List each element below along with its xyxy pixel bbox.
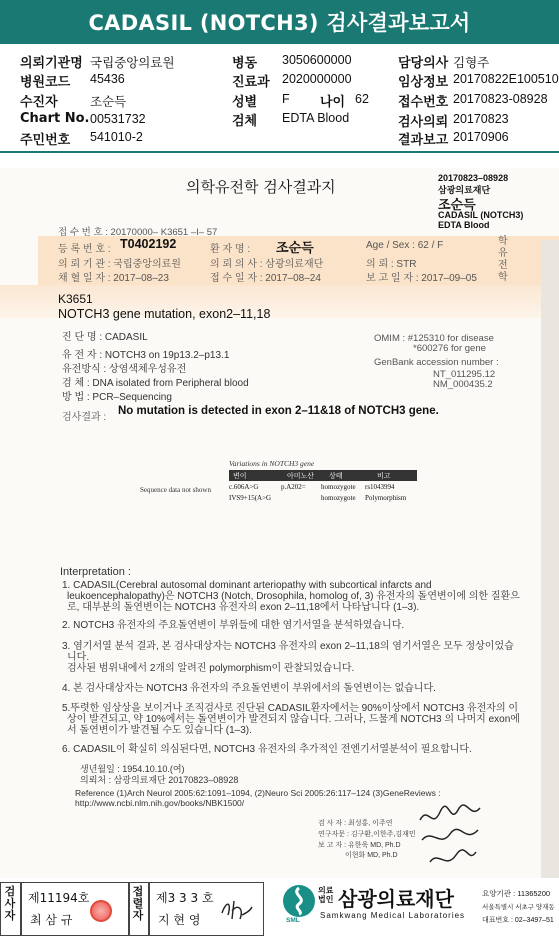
genbank-line: GenBank accession number : xyxy=(374,357,499,368)
var-cell: homozygote xyxy=(321,483,356,491)
tester-seal-icon xyxy=(90,900,112,922)
address-line: 서울특별시 서초구 양재동 xyxy=(482,904,555,911)
scan-title: 의학유전학 검사결과지 xyxy=(186,178,336,196)
patient-value: 조순득 xyxy=(90,95,127,109)
interp-item: 4. 본 검사대상자는 NOTCH3 유전자의 주요돌연변이 부위에서의 돌연변이는 없습니다. xyxy=(62,683,436,694)
report-title: CADASIL (NOTCH3) 검사결과보고서 xyxy=(88,11,471,35)
birth-line: 생년월일 : 1954.10.10.(여) xyxy=(80,764,185,774)
signer-line: 보 고 자 : 유한욱 MD, Ph.D xyxy=(318,842,401,849)
tag-name: 조순득 xyxy=(438,198,476,213)
tag-id: 20170823–08928 xyxy=(438,173,509,183)
divider xyxy=(128,882,130,936)
org-english: Samkwang Medical Laboratories xyxy=(320,911,466,920)
tag-org: 삼광의료재단 xyxy=(438,186,491,196)
interp-item: 2. NOTCH3 유전자의 주요돌연변이 부위들에 대한 염기서열을 분석하였습니다. xyxy=(62,620,405,631)
receipt-value: 20170823-08928 xyxy=(453,92,548,106)
doctor-line: 의 뢰 의 사 : 삼광의료재단 xyxy=(210,259,324,270)
report-title-banner xyxy=(0,0,559,44)
var-cell: homozygote xyxy=(321,494,356,502)
variations-title: Variations in NOTCH3 gene xyxy=(229,459,315,468)
tester-label: 검사자 xyxy=(4,885,16,922)
gene-line: 유 전 자 : NOTCH3 on 19p13.2–p13.1 xyxy=(62,350,230,361)
approver-label: 접렬자 xyxy=(132,885,144,922)
interpretation-title: Interpretation : xyxy=(60,566,131,578)
tag-specimen: EDTA Blood xyxy=(438,220,490,230)
test-name: NOTCH3 gene mutation, exon2–11,18 xyxy=(58,307,271,321)
dept-label: 진료과 xyxy=(232,75,270,90)
signer-line: 연구자문 : 김구환,이한주,김재민 xyxy=(318,831,416,838)
hospital-code-label: 병원코드 xyxy=(20,75,71,90)
header-divider xyxy=(0,151,559,153)
draw-line: 채 혈 일 자 : 2017–08–23 xyxy=(58,273,169,284)
org-name: 삼광의료재단 xyxy=(338,887,454,911)
receipt-line: 접 수 번 호 : 20170000– K3651 –I– 57 xyxy=(58,227,218,238)
sex-label: 성별 xyxy=(232,95,258,110)
tag-test: CADASIL (NOTCH3) xyxy=(438,210,524,220)
seq-note: Sequence data not shown xyxy=(140,486,211,494)
interp-item: 서 돌연변이가 발견될 수도 있습니다 (1–3). xyxy=(67,725,252,736)
handwritten-signature-icon xyxy=(410,800,490,875)
org-prefix: 의료 법인 xyxy=(318,886,334,904)
receipt-label: 접수번호 xyxy=(398,95,449,110)
interp-item: 상이 발견되고, 약 10%에서는 돌연변이가 발견되지 않습니다. 그러나, 드물게 NOTCH3 의 나머지 exon에 xyxy=(67,714,520,725)
specimen-value: EDTA Blood xyxy=(282,111,350,125)
var-cell: c.606A>G xyxy=(229,483,259,491)
signer-line: 이현화 MD, Ph.D xyxy=(345,852,398,859)
tester-no: 제11194호 xyxy=(28,891,90,905)
test-code: K3651 xyxy=(58,292,93,306)
var-cell: IVS9+15(A>G xyxy=(229,494,272,502)
requester-line: 의뢰처 : 삼광의료재단 20170823–08928 xyxy=(80,775,239,785)
phone-line: 대표번호 : 02–3497–51 xyxy=(482,917,554,924)
interp-item: 6. CADASIL이 확실히 의심된다면, NOTCH3 유전자의 추가적인 전엔기서열분석이 필요합니다. xyxy=(62,744,472,755)
dept-value: 2020000000 xyxy=(282,72,352,86)
side-label: 학 유 전 학 xyxy=(498,236,508,283)
patient-name: 조순득 xyxy=(276,241,314,256)
report-date-value: 20170906 xyxy=(453,130,509,144)
ward-label: 병동 xyxy=(232,56,258,71)
institution-label: 의뢰기관명 xyxy=(20,56,83,71)
clinical-label: 임상정보 xyxy=(398,75,449,90)
chart-value: 00531732 xyxy=(90,112,146,126)
request-label: 검사의뢰 xyxy=(398,115,449,130)
doctor-label: 담당의사 xyxy=(398,56,449,71)
tester-name: 최 삼 규 xyxy=(30,913,73,927)
id-value: 541010-2 xyxy=(90,130,143,144)
side-strip xyxy=(541,240,559,880)
interp-item: 검사된 범위내에서 2개의 알려진 polymorphism이 관찰되었습니다. xyxy=(67,663,355,674)
specimen-label: 검체 xyxy=(232,114,258,129)
inheritance-line: 유전방식 : 상염색체우성유전 xyxy=(62,364,187,375)
var-cell: rs1043994 xyxy=(365,483,395,491)
interp-item: 3. 염기서열 분석 결과, 본 검사대상자는 NOTCH3 유전자의 exon 2–11,18의 염기서열은 모두 정상이었습 xyxy=(62,641,514,652)
patient-name-label: 환 자 명 : xyxy=(210,244,251,255)
chart-label: Chart No. xyxy=(20,111,90,126)
reference-line: Reference (1)Arch Neurol 2005:62:1091–1094, (2)Neuro Sci 2005:26:117–124 (3)GeneReviews : xyxy=(75,788,441,798)
interp-item: 로, 대부분의 돌연변이는 NOTCH3 유전자의 exon 2–11,18에서 나타납니다 (1–3). xyxy=(67,602,420,613)
interp-item: 니다. xyxy=(67,652,90,663)
var-cell: Polymorphism xyxy=(365,494,407,502)
approver-no: 제3 3 3 호 xyxy=(156,891,214,905)
age-value: 62 xyxy=(355,92,369,106)
sml-logo-icon xyxy=(282,884,316,918)
reg-label: 등 록 번 호 : xyxy=(58,244,111,255)
receipt-date-line: 접 수 일 자 : 2017–08–24 xyxy=(210,273,321,284)
divider xyxy=(148,882,150,936)
reference-url: http://www.ncbi.nlm.nih.gov/books/NBK1500/ xyxy=(75,798,245,808)
hospital-code-value: 45436 xyxy=(90,72,125,86)
logo-text: SML xyxy=(286,917,300,924)
ward-line: 의 뢰 : STR xyxy=(366,259,417,270)
result-text: No mutation is detected in exon 2–11&18 of NOTCH3 gene. xyxy=(118,405,439,417)
interp-item: 1. CADASIL(Cerebral autosomal dominant arteriopathy with subcortical infarcts and xyxy=(62,580,432,591)
var-cell: p.A202= xyxy=(281,483,306,491)
approver-signature-icon xyxy=(218,895,254,925)
patient-label: 수진자 xyxy=(20,95,58,110)
nm-line: NM_000435.2 xyxy=(433,379,493,390)
report-date-line: 보 고 일 자 : 2017–09–05 xyxy=(366,273,477,284)
method-line: 방 법 : PCR–Sequencing xyxy=(62,392,172,403)
inst-line: 의 뢰 기 관 : 국립중앙의료원 xyxy=(58,259,181,270)
interp-item: 5.뚜렷한 임상상을 보이거나 조직검사로 진단된 CADASIL환자에서는 90%이상에서 NOTCH3 유전자의 이 xyxy=(62,703,519,714)
sex-value: F xyxy=(282,92,290,106)
request-value: 20170823 xyxy=(453,112,509,126)
var-header: 상태 xyxy=(329,472,343,480)
divider xyxy=(20,882,22,936)
institution-value: 국립중앙의료원 xyxy=(90,56,175,70)
age-label: 나이 xyxy=(320,95,346,110)
nt-line: NT_011295.12 xyxy=(433,369,496,380)
var-header: 변이 xyxy=(233,472,247,480)
approver-name: 지 현 영 xyxy=(158,913,201,927)
result-label: 검사결과 : xyxy=(62,412,107,423)
id-label: 주민번호 xyxy=(20,133,71,148)
doctor-value: 김형주 xyxy=(453,56,490,70)
report-date-label: 결과보고 xyxy=(398,133,449,148)
age-sex: Age / Sex : 62 / F xyxy=(366,240,444,251)
omim-line2: *600276 for gene xyxy=(413,343,486,354)
omim-line1: OMIM : #125310 for disease xyxy=(374,333,494,344)
specimen-line: 검 체 : DNA isolated from Peripheral blood xyxy=(62,378,249,389)
var-header: 아미노산 xyxy=(287,472,315,480)
var-header: 비고 xyxy=(377,472,391,480)
ward-value: 3050600000 xyxy=(282,53,352,67)
cert-line: 요양기관 : 11365200 xyxy=(482,889,551,898)
dx-line: 진 단 명 : CADASIL xyxy=(62,332,148,343)
interp-item: leukoencephalopathy)은 NOTCH3 (Notch, Drosophila, homolog of, 3) 유전자의 돌연변이에 의한 질환으 xyxy=(67,591,520,602)
reg-value: T0402192 xyxy=(120,237,177,251)
signer-line: 검 사 자 : 최성홍, 이주연 xyxy=(318,820,393,827)
clinical-value: 20170822E100510 xyxy=(453,72,559,86)
